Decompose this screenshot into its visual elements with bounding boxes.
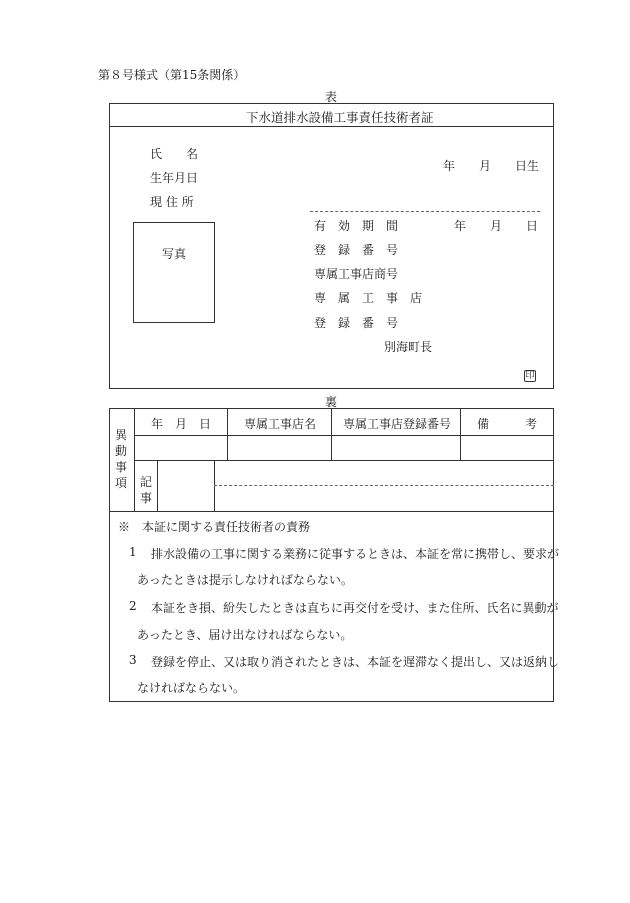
- table-bottom-line: [109, 511, 554, 512]
- notes-title: ※ 本証に関する責任技術者の責務: [118, 520, 311, 534]
- shop-label: 専 属 工 事 店: [314, 291, 423, 305]
- col-divider-3: [460, 408, 461, 460]
- table-row-line: [134, 460, 554, 461]
- validity-label: 有 効 期 間: [314, 219, 399, 233]
- record-dashed-line: [214, 485, 554, 486]
- issuer: 別海町長: [384, 340, 433, 354]
- col-header-shop-name: 専属工事店名: [244, 417, 317, 431]
- note-1-line-1: 排水設備の工事に関する業務に従事するときは、本証を常に携帯し、要求が: [151, 547, 560, 561]
- record-divider-1: [157, 460, 158, 511]
- photo-label: 写真: [162, 247, 187, 261]
- note-3-line-1: 登録を停止、又は取り消されたときは、本証を遅滞なく提出し、又は返納し: [151, 655, 560, 669]
- seal-mark: 印: [525, 371, 535, 381]
- col-divider-1: [227, 408, 228, 460]
- back-side-label: 裏: [325, 395, 338, 409]
- note-3-number: 3: [129, 653, 137, 667]
- col-divider-2: [331, 408, 332, 460]
- shop-name-label: 専属工事店商号: [314, 267, 399, 281]
- note-2-line-1: 本証をき損、紛失したときは直ちに再交付を受け、また住所、氏名に異動が: [151, 601, 559, 615]
- col-header-date: 年 月 日: [151, 417, 212, 431]
- change-items-label: 異動事項: [114, 428, 127, 490]
- front-divider-dashed: [310, 211, 540, 212]
- front-side-label: 表: [325, 90, 338, 104]
- table-header-line: [134, 435, 554, 436]
- shop-reg-no-label: 登 録 番 号: [314, 316, 399, 330]
- note-2-line-2: あったとき、届け出なければならない。: [137, 628, 353, 642]
- photo-box: [133, 222, 215, 323]
- birth-value: 年 月 日生: [443, 159, 540, 173]
- note-1-number: 1: [129, 545, 137, 559]
- front-title: 下水道排水設備工事責任技術者証: [246, 110, 434, 125]
- col-header-remarks: 備 考: [477, 417, 538, 431]
- birth-label: 生年月日: [150, 171, 199, 185]
- form-number: 第８号様式（第15条関係）: [98, 68, 246, 82]
- col-header-shop-reg-no: 専属工事店登録番号: [343, 417, 452, 431]
- reg-no-label: 登 録 番 号: [314, 243, 399, 257]
- record-label: 記事: [139, 475, 152, 505]
- validity-value: 年 月 日: [454, 219, 539, 233]
- name-label: 氏 名: [150, 147, 199, 161]
- note-3-line-2: なければならない。: [137, 681, 246, 695]
- front-title-divider: [109, 126, 554, 127]
- note-2-number: 2: [129, 599, 137, 613]
- address-label: 現 住 所: [150, 195, 194, 209]
- note-1-line-2: あったときは提示しなければならない。: [137, 573, 353, 587]
